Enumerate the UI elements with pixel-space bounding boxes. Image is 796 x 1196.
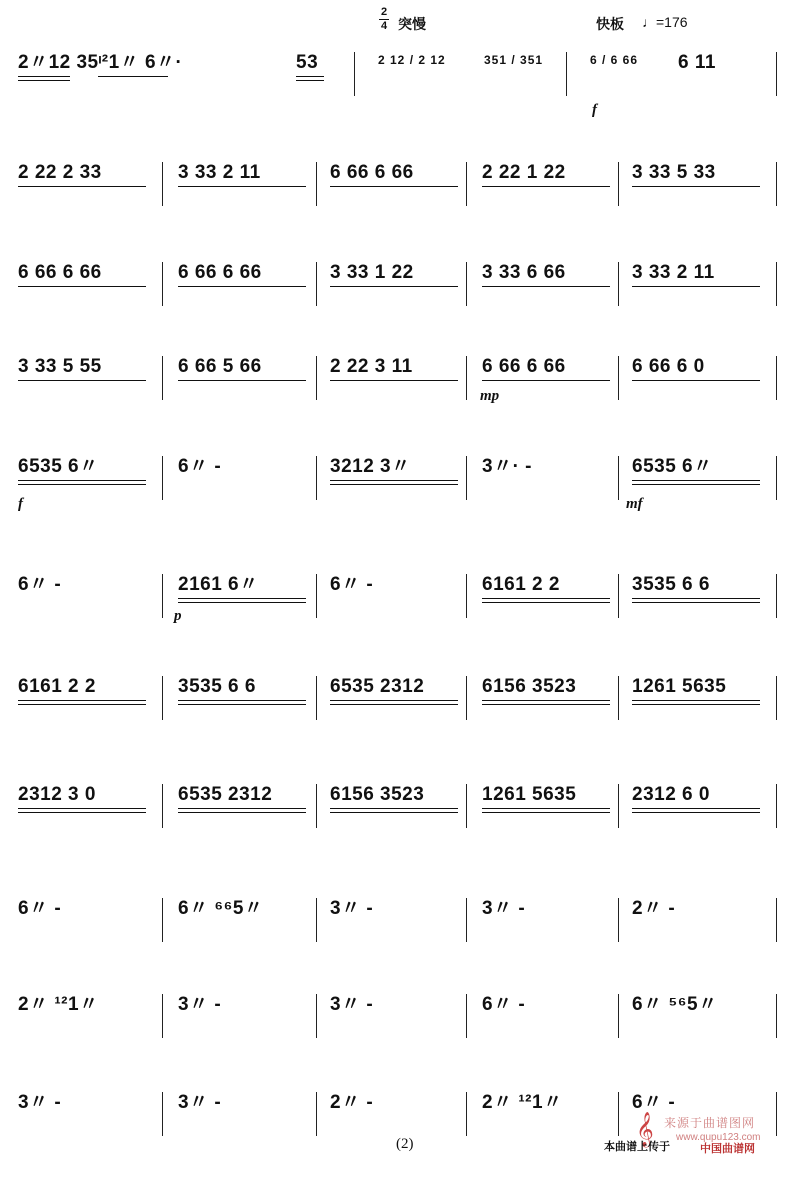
barline bbox=[618, 456, 619, 500]
measure-7-4: 6156 3523 bbox=[482, 676, 577, 697]
measure-10-1: 2〃 ¹²1〃 bbox=[18, 994, 99, 1015]
barline bbox=[162, 262, 163, 306]
measure-11-1: 3〃 - bbox=[18, 1092, 62, 1113]
measure-6-1: 6〃 - bbox=[18, 574, 62, 595]
beam-line bbox=[632, 286, 760, 287]
measure-10-2: 3〃 - bbox=[178, 994, 222, 1015]
measure-5-5: 6535 6〃 bbox=[632, 456, 713, 477]
credit-text: 本曲谱上传于 bbox=[604, 1141, 670, 1153]
barline bbox=[316, 994, 317, 1038]
beam-line bbox=[330, 380, 458, 381]
dynamic-p: p bbox=[174, 608, 182, 624]
barline bbox=[776, 784, 777, 828]
beam-line bbox=[18, 480, 146, 481]
beam-line bbox=[632, 704, 760, 705]
measure-4-4: 6 66 6 66 bbox=[482, 356, 566, 377]
measure-9-4: 3〃 - bbox=[482, 898, 526, 919]
beam-line bbox=[178, 598, 306, 599]
measure-8-3: 6156 3523 bbox=[330, 784, 425, 805]
barline bbox=[466, 262, 467, 306]
barline bbox=[618, 994, 619, 1038]
barline bbox=[466, 784, 467, 828]
barline bbox=[316, 574, 317, 618]
measure-5-4: 3〃· - bbox=[482, 456, 533, 477]
barline bbox=[618, 162, 619, 206]
barline bbox=[162, 898, 163, 942]
system-9 bbox=[0, 898, 796, 1002]
measure-4-5: 6 66 6 0 bbox=[632, 356, 705, 377]
beam-line bbox=[482, 602, 610, 603]
barline bbox=[162, 162, 163, 206]
beam-line bbox=[178, 286, 306, 287]
measure-5-3: 3212 3〃 bbox=[330, 456, 411, 477]
beam-line bbox=[482, 700, 610, 701]
beam-line bbox=[330, 700, 458, 701]
barline bbox=[776, 262, 777, 306]
beam-line bbox=[18, 380, 146, 381]
dynamic-f: f bbox=[592, 102, 597, 118]
beam-line bbox=[632, 480, 760, 481]
barline bbox=[466, 456, 467, 500]
beam-line bbox=[18, 286, 146, 287]
measure-2-1: 2 22 2 33 bbox=[18, 162, 102, 183]
beam-line bbox=[632, 700, 760, 701]
barline bbox=[162, 994, 163, 1038]
barline bbox=[618, 356, 619, 400]
beam-line bbox=[330, 808, 458, 809]
measure-7-2: 3535 6 6 bbox=[178, 676, 256, 697]
barline bbox=[618, 574, 619, 618]
beam-line bbox=[632, 186, 760, 187]
barline bbox=[776, 456, 777, 500]
beam-line bbox=[18, 812, 146, 813]
measure-1-3: 2 12 / 2 12 bbox=[378, 53, 446, 67]
beam-line bbox=[18, 808, 146, 809]
measure-9-1: 6〃 - bbox=[18, 898, 62, 919]
page-number: (2) bbox=[396, 1136, 414, 1152]
beam-line bbox=[482, 380, 610, 381]
barline bbox=[776, 574, 777, 618]
measure-7-3: 6535 2312 bbox=[330, 676, 425, 697]
barline bbox=[162, 1092, 163, 1136]
barline bbox=[776, 1092, 777, 1136]
beam-line bbox=[482, 808, 610, 809]
measure-4-1: 3 33 5 55 bbox=[18, 356, 102, 377]
beam-line bbox=[632, 808, 760, 809]
barline bbox=[466, 1092, 467, 1136]
barline bbox=[466, 162, 467, 206]
beam-line bbox=[632, 598, 760, 599]
beam-line bbox=[330, 704, 458, 705]
measure-5-1: 6535 6〃 bbox=[18, 456, 99, 477]
beam-line bbox=[330, 480, 458, 481]
measure-8-1: 2312 3 0 bbox=[18, 784, 96, 805]
measure-2-2: 3 33 2 11 bbox=[178, 162, 261, 183]
time-signature-top: 2 bbox=[380, 6, 388, 18]
measure-1-6: 6 11 bbox=[678, 52, 716, 73]
measure-10-4: 6〃 - bbox=[482, 994, 526, 1015]
measure-9-3: 3〃 - bbox=[330, 898, 374, 919]
barline bbox=[466, 994, 467, 1038]
measure-11-3: 2〃 - bbox=[330, 1092, 374, 1113]
measure-3-1: 6 66 6 66 bbox=[18, 262, 102, 283]
measure-1-2: 53 bbox=[296, 52, 319, 73]
measure-9-2: 6〃 ⁶⁶5〃 bbox=[178, 898, 264, 919]
measure-1-4: 351 / 351 bbox=[484, 53, 544, 67]
beam-line bbox=[178, 700, 306, 701]
measure-6-2: 2161 6〃 bbox=[178, 574, 259, 595]
barline bbox=[316, 898, 317, 942]
barline bbox=[316, 456, 317, 500]
barline bbox=[162, 676, 163, 720]
barline bbox=[776, 676, 777, 720]
measure-11-5: 6〃 - bbox=[632, 1092, 676, 1113]
measure-8-4: 1261 5635 bbox=[482, 784, 577, 805]
barline bbox=[316, 784, 317, 828]
tempo-marking-slow: 突慢 bbox=[398, 16, 426, 32]
measure-7-1: 6161 2 2 bbox=[18, 676, 96, 697]
beam-line bbox=[482, 704, 610, 705]
barline bbox=[618, 784, 619, 828]
measure-9-5: 2〃 - bbox=[632, 898, 676, 919]
measure-6-5: 3535 6 6 bbox=[632, 574, 710, 595]
measure-3-5: 3 33 2 11 bbox=[632, 262, 715, 283]
beam-line bbox=[330, 186, 458, 187]
dynamic-f: f bbox=[18, 496, 23, 512]
beam-line bbox=[632, 380, 760, 381]
system-1 bbox=[0, 52, 796, 156]
beam-line bbox=[178, 704, 306, 705]
beam-line bbox=[178, 186, 306, 187]
barline bbox=[618, 676, 619, 720]
beam-line bbox=[178, 602, 306, 603]
beam-line bbox=[330, 484, 458, 485]
beam-line bbox=[632, 812, 760, 813]
system-8 bbox=[0, 784, 796, 888]
measure-1-1: 2〃12 35ᶦ²1〃 6〃· bbox=[18, 52, 183, 73]
measure-4-3: 2 22 3 11 bbox=[330, 356, 413, 377]
barline bbox=[776, 994, 777, 1038]
measure-2-3: 6 66 6 66 bbox=[330, 162, 414, 183]
measure-7-5: 1261 5635 bbox=[632, 676, 727, 697]
beam-line bbox=[632, 602, 760, 603]
barline bbox=[466, 356, 467, 400]
measure-5-2: 6〃 - bbox=[178, 456, 222, 477]
beam-line bbox=[18, 186, 146, 187]
measure-3-2: 6 66 6 66 bbox=[178, 262, 262, 283]
measure-10-3: 3〃 - bbox=[330, 994, 374, 1015]
measure-8-5: 2312 6 0 bbox=[632, 784, 710, 805]
barline bbox=[162, 456, 163, 500]
measure-6-3: 6〃 - bbox=[330, 574, 374, 595]
barline bbox=[466, 898, 467, 942]
beam-line bbox=[482, 598, 610, 599]
time-signature bbox=[378, 6, 390, 33]
barline bbox=[776, 356, 777, 400]
beam-line bbox=[482, 286, 610, 287]
barline bbox=[316, 676, 317, 720]
measure-2-4: 2 22 1 22 bbox=[482, 162, 566, 183]
measure-11-4: 2〃 ¹²1〃 bbox=[482, 1092, 563, 1113]
beam-line bbox=[632, 484, 760, 485]
barline bbox=[466, 676, 467, 720]
beam-line bbox=[18, 704, 146, 705]
system-3 bbox=[0, 262, 796, 366]
barline bbox=[776, 898, 777, 942]
system-6 bbox=[0, 574, 796, 678]
watermark-url: www.qupu123.com bbox=[676, 1132, 761, 1143]
time-signature-bottom: 4 bbox=[380, 20, 388, 32]
beam-line bbox=[482, 812, 610, 813]
barline bbox=[162, 356, 163, 400]
barline bbox=[618, 898, 619, 942]
credit-site: 中国曲谱网 bbox=[700, 1143, 755, 1155]
system-5 bbox=[0, 456, 796, 560]
barline bbox=[162, 784, 163, 828]
barline bbox=[162, 574, 163, 618]
barline bbox=[618, 1092, 619, 1136]
beam-line bbox=[18, 484, 146, 485]
measure-3-3: 3 33 1 22 bbox=[330, 262, 414, 283]
watermark: 来源于曲谱图网 bbox=[664, 1116, 756, 1130]
system-7 bbox=[0, 676, 796, 780]
beam-line bbox=[178, 808, 306, 809]
metronome-mark: ♩=176 bbox=[642, 14, 688, 30]
barline bbox=[316, 356, 317, 400]
beam-line bbox=[330, 286, 458, 287]
barline bbox=[776, 162, 777, 206]
measure-6-4: 6161 2 2 bbox=[482, 574, 560, 595]
beam-line bbox=[482, 186, 610, 187]
measure-4-2: 6 66 5 66 bbox=[178, 356, 262, 377]
measure-10-5: 6〃 ⁵⁶5〃 bbox=[632, 994, 718, 1015]
barline bbox=[466, 574, 467, 618]
measure-11-2: 3〃 - bbox=[178, 1092, 222, 1113]
beam-line bbox=[18, 700, 146, 701]
dynamic-mp: mp bbox=[480, 388, 500, 404]
treble-clef-logo-icon: 𝄞 bbox=[636, 1112, 654, 1147]
dynamic-mf: mf bbox=[626, 496, 643, 512]
barline bbox=[618, 262, 619, 306]
system-10 bbox=[0, 994, 796, 1098]
measure-2-5: 3 33 5 33 bbox=[632, 162, 716, 183]
barline bbox=[316, 1092, 317, 1136]
measure-3-4: 3 33 6 66 bbox=[482, 262, 566, 283]
beam-line bbox=[178, 380, 306, 381]
barline bbox=[316, 262, 317, 306]
beam-line bbox=[178, 812, 306, 813]
measure-8-2: 6535 2312 bbox=[178, 784, 273, 805]
system-2 bbox=[0, 162, 796, 266]
measure-1-5: 6 / 6 66 bbox=[590, 53, 639, 67]
beam-line bbox=[330, 812, 458, 813]
barline bbox=[316, 162, 317, 206]
system-4 bbox=[0, 356, 796, 460]
tempo-marking-fast: 快板 bbox=[596, 16, 624, 32]
